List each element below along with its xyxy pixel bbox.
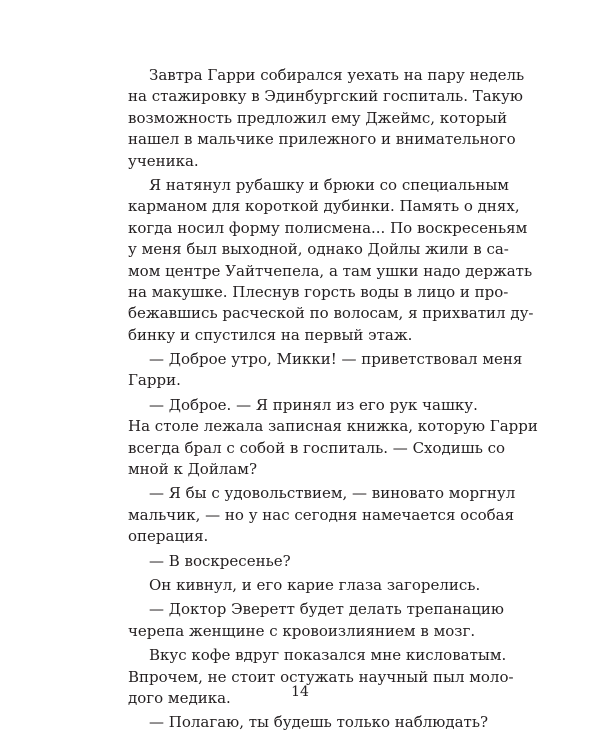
text-line: операция. <box>128 527 209 546</box>
text-line: у меня был выходной, однако Дойлы жили в са- <box>128 240 509 259</box>
text-line: всегда брал с собой в госпиталь. — Сходишь со <box>128 438 506 457</box>
text-line: когда носил форму полисмена... По воскресеньям <box>128 218 528 237</box>
text-line: Вкус кофе вдруг показался мне кисловатым. <box>149 646 507 665</box>
paragraph <box>128 575 481 596</box>
text-line: ученика. <box>128 151 199 170</box>
paragraph <box>128 551 471 572</box>
paragraph <box>128 175 534 346</box>
text-line: мной к Дойлам? <box>128 460 258 479</box>
text-line: на стажировку в Эдинбургский госпиталь. Такую <box>128 87 523 106</box>
text-line: мом центре Уайтчепела, а там ушки надо держать <box>128 261 533 280</box>
text-line: Он кивнул, и его карие глаза загорелись. <box>149 575 481 594</box>
text-line: бежавшись расческой по волосам, я прихватил ду- <box>128 304 534 323</box>
text-line: Завтра Гарри собирался уехать на пару недель <box>149 66 525 84</box>
body-text <box>128 65 538 734</box>
text-line: возможность предложил ему Джеймс, который <box>128 108 508 127</box>
text-line: — Доброе утро, Микки! — приветствовал меня <box>149 350 523 369</box>
paragraph <box>128 483 516 547</box>
text-line: Впрочем, не стоит остужать научный пыл моло- <box>128 667 514 686</box>
text-line: — Доброе. — Я принял из его рук чашку. <box>149 395 478 414</box>
text-line: бинку и спустился на первый этаж. <box>128 325 413 344</box>
text-line: нашел в мальчике прилежного и внимательного <box>128 130 516 149</box>
text-line: Гарри. <box>128 371 181 390</box>
text-line: — В воскресенье? <box>149 551 291 570</box>
text-line: мальчик, — но у нас сегодня намечается особая <box>128 505 515 524</box>
paragraph <box>128 349 523 392</box>
text-line: дого медика. <box>128 688 231 707</box>
paragraph <box>128 712 489 733</box>
text-line: — Доктор Эверетт будет делать трепанацию <box>149 600 504 619</box>
paragraph <box>128 599 504 642</box>
page-number: 14 <box>291 684 309 700</box>
text-line: черепа женщине с кровоизлиянием в мозг. <box>128 621 476 640</box>
text-line: — Полагаю, ты будешь только наблюдать? <box>149 713 489 732</box>
text-line: — Я бы с удовольствием, — виновато моргнул <box>149 484 516 503</box>
text-line: Я натянул рубашку и брюки со специальным <box>149 175 509 194</box>
text-line: карманом для короткой дубинки. Память о днях, <box>128 197 520 216</box>
text-line: На столе лежала записная книжка, которую Гарри <box>128 417 538 436</box>
paragraph <box>128 65 525 172</box>
text-line: на макушке. Плеснув горсть воды в лицо и про- <box>128 282 509 301</box>
paragraph <box>128 395 538 481</box>
